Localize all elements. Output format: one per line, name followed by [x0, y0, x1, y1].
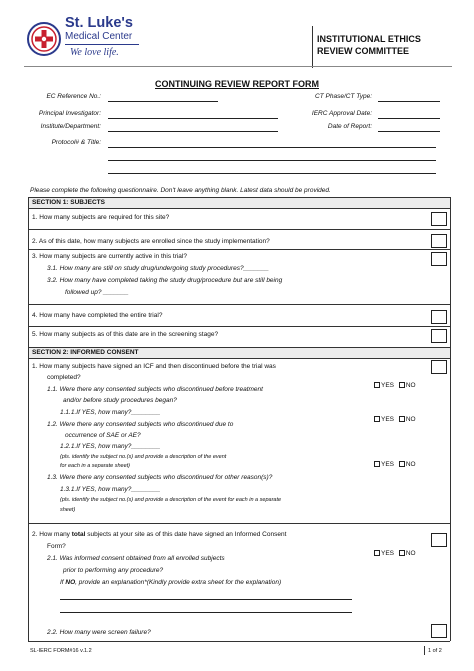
principal-investigator-label: Principal Investigator:: [38, 110, 101, 117]
s2-q2-1-yes-no[interactable]: [374, 550, 416, 558]
yes-checkbox[interactable]: [374, 461, 380, 467]
approval-date-label: IERC Approval Date:: [311, 110, 372, 117]
section1-title: SECTION 1: SUBJECTS: [32, 199, 105, 206]
yes-checkbox[interactable]: [374, 416, 380, 422]
s2-q1-2-line2: occurrence of SAE or AE?: [65, 432, 141, 439]
form-title: CONTINUING REVIEW REPORT FORM: [155, 79, 319, 89]
approval-date-field[interactable]: [378, 118, 440, 119]
s2-q1-2-note-line1: (pls. identify the subject no.(s) and provide a description of the event: [60, 454, 227, 460]
s2-q2-answer-box[interactable]: [431, 533, 447, 547]
s1-q3: 3. How many subjects are currently active in this trial?: [32, 253, 187, 260]
s1-row-divider: [28, 229, 450, 230]
s1-q5: 5. How many subjects as of this date are in the screening stage?: [32, 331, 219, 338]
yes-label: YES: [381, 416, 395, 423]
yes-label: YES: [381, 382, 395, 389]
s2-q2-1-explain: , provide an explanation*(Kindly provide extra sheet for the explanation): [75, 579, 282, 586]
protocol-field-line2[interactable]: [108, 160, 436, 161]
report-date-label: Date of Report:: [327, 123, 372, 130]
table-left-border: [28, 197, 29, 641]
s1-row-divider: [28, 326, 450, 327]
s1-row-divider: [28, 249, 450, 250]
committee-name-line2: REVIEW COMMITTEE: [317, 46, 409, 56]
s1-q3-2-line1: 3.2. How many have completed taking the study drug/procedure but are still being: [47, 277, 283, 284]
s2-q1-2-line1: 1.2. Were there any consented subjects who discontinued due to: [47, 421, 234, 428]
logo: [26, 16, 156, 64]
s2-q2-1-no: NO: [65, 579, 76, 586]
explanation-field-line1[interactable]: [60, 599, 352, 600]
no-checkbox[interactable]: [399, 550, 405, 556]
explanation-field-line2[interactable]: [60, 612, 352, 613]
s1-row-divider: [28, 304, 450, 305]
s2-q2-line1: [32, 531, 286, 539]
s1-q3-2-line2: followed up? _______: [65, 289, 129, 296]
s2-q1-3: 1.3. Were there any consented subjects who discontinued for other reason(s)?: [47, 474, 273, 481]
ct-phase-field[interactable]: [378, 101, 440, 102]
section2-header: [28, 347, 450, 359]
instructions: Please complete the following questionnaire. Don't leave anything blank. Latest data should be provided.: [30, 187, 331, 194]
logo-subtitle: Medical Center: [65, 31, 133, 42]
s1-q2: 2. As of this date, how many subjects are enrolled since the study implementation?: [32, 238, 270, 245]
s2-q2-1-line1: 2.1. Was informed consent obtained from all enrolled subjects: [47, 555, 225, 562]
report-date-field[interactable]: [378, 131, 440, 132]
protocol-label: Protocol# & Title:: [51, 139, 101, 146]
s1-q3-answer-box[interactable]: [431, 252, 447, 266]
ec-reference-field[interactable]: [108, 101, 218, 102]
footer-form-code: SL-IERC FORM#16 v.1.2: [30, 648, 92, 654]
s1-q5-answer-box[interactable]: [431, 329, 447, 343]
footer-page-number: 1 of 2: [428, 648, 442, 654]
ct-phase-label: CT Phase/CT Type:: [315, 93, 372, 100]
principal-investigator-field[interactable]: [108, 118, 278, 119]
s2-q1-3-yes-no[interactable]: [374, 461, 416, 469]
s2-q2-1-line2: prior to performing any procedure?: [63, 567, 164, 574]
yes-checkbox[interactable]: [374, 550, 380, 556]
s1-q1: 1. How many subjects are required for this site?: [32, 214, 170, 221]
s2-q2-text-b: subjects at your site as of this date have signed an Informed Consent: [85, 531, 287, 538]
s2-q2-2: 2.2. How many were screen failure?: [47, 629, 151, 636]
s1-q4-answer-box[interactable]: [431, 310, 447, 324]
no-label: NO: [405, 416, 416, 423]
s1-q1-answer-box[interactable]: [431, 212, 447, 226]
yes-checkbox[interactable]: [374, 382, 380, 388]
yes-label: YES: [381, 461, 395, 468]
s2-q1-2-1: 1.2.1.If YES, how many?________: [60, 443, 161, 450]
header-divider: [312, 26, 313, 68]
s2-q1-3-1: 1.3.1.If YES, how many?________: [60, 486, 161, 493]
logo-underline: [65, 44, 139, 45]
s2-row-divider: [28, 523, 450, 524]
section1-header: [28, 197, 450, 209]
logo-name: St. Luke's: [65, 15, 133, 31]
no-label: NO: [405, 461, 416, 468]
no-checkbox[interactable]: [399, 416, 405, 422]
s2-q1-line2: completed?: [47, 374, 81, 381]
section2-title: SECTION 2: INFORMED CONSENT: [32, 349, 139, 356]
s2-q1-1-yes-no[interactable]: [374, 382, 416, 390]
protocol-field-line1[interactable]: [108, 147, 436, 148]
no-checkbox[interactable]: [399, 382, 405, 388]
logo-tagline: We love life.: [70, 47, 119, 58]
s2-q1-answer-box[interactable]: [431, 360, 447, 374]
s2-q2-text-bold: total: [71, 531, 86, 538]
s2-q2-1-if: If: [60, 579, 66, 586]
s2-q1-1-line2: and/or before study procedures began?: [63, 397, 177, 404]
table-bottom-rule: [28, 641, 450, 642]
s2-q2-text-a: 2. How many: [32, 531, 72, 538]
s1-q2-answer-box[interactable]: [431, 234, 447, 248]
s1-q3-1: 3.1. How many are still on study drug/undergoing study procedures?_______: [47, 265, 269, 272]
s2-q1-line1: 1. How many subjects have signed an ICF and then discontinued before the trial was: [32, 363, 276, 370]
s2-q1-1-line1: 1.1. Were there any consented subjects who discontinued before treatment: [47, 386, 263, 393]
header-rule: [24, 66, 452, 67]
table-right-border: [450, 197, 451, 641]
ec-reference-label: EC Reference No.:: [46, 93, 101, 100]
s2-q1-2-note-line2: for each in a separate sheet): [60, 463, 131, 469]
st-lukes-emblem-icon: [26, 21, 62, 57]
institution-label: Institute/Department:: [40, 123, 101, 130]
s1-q4: 4. How many have completed the entire trial?: [32, 312, 163, 319]
no-label: NO: [405, 382, 416, 389]
s2-q1-1-1: 1.1.1.If YES, how many?________: [60, 409, 161, 416]
s2-q2-1-explanation-prompt: [60, 579, 281, 587]
s2-q2-2-answer-box[interactable]: [431, 624, 447, 638]
protocol-field-line3[interactable]: [108, 173, 436, 174]
s2-q1-2-yes-no[interactable]: [374, 416, 416, 424]
yes-label: YES: [381, 550, 395, 557]
no-label: NO: [405, 550, 416, 557]
footer-divider: [424, 646, 425, 655]
institution-field[interactable]: [108, 131, 278, 132]
s2-q2-line2: Form?: [47, 543, 66, 550]
committee-name-line1: INSTITUTIONAL ETHICS: [317, 34, 421, 44]
s2-q1-3-note-line1: (pls. identify the subject no.(s) and provide a description of the event for each in a separate: [60, 497, 282, 503]
no-checkbox[interactable]: [399, 461, 405, 467]
s2-q1-3-note-line2: sheet): [60, 507, 76, 513]
